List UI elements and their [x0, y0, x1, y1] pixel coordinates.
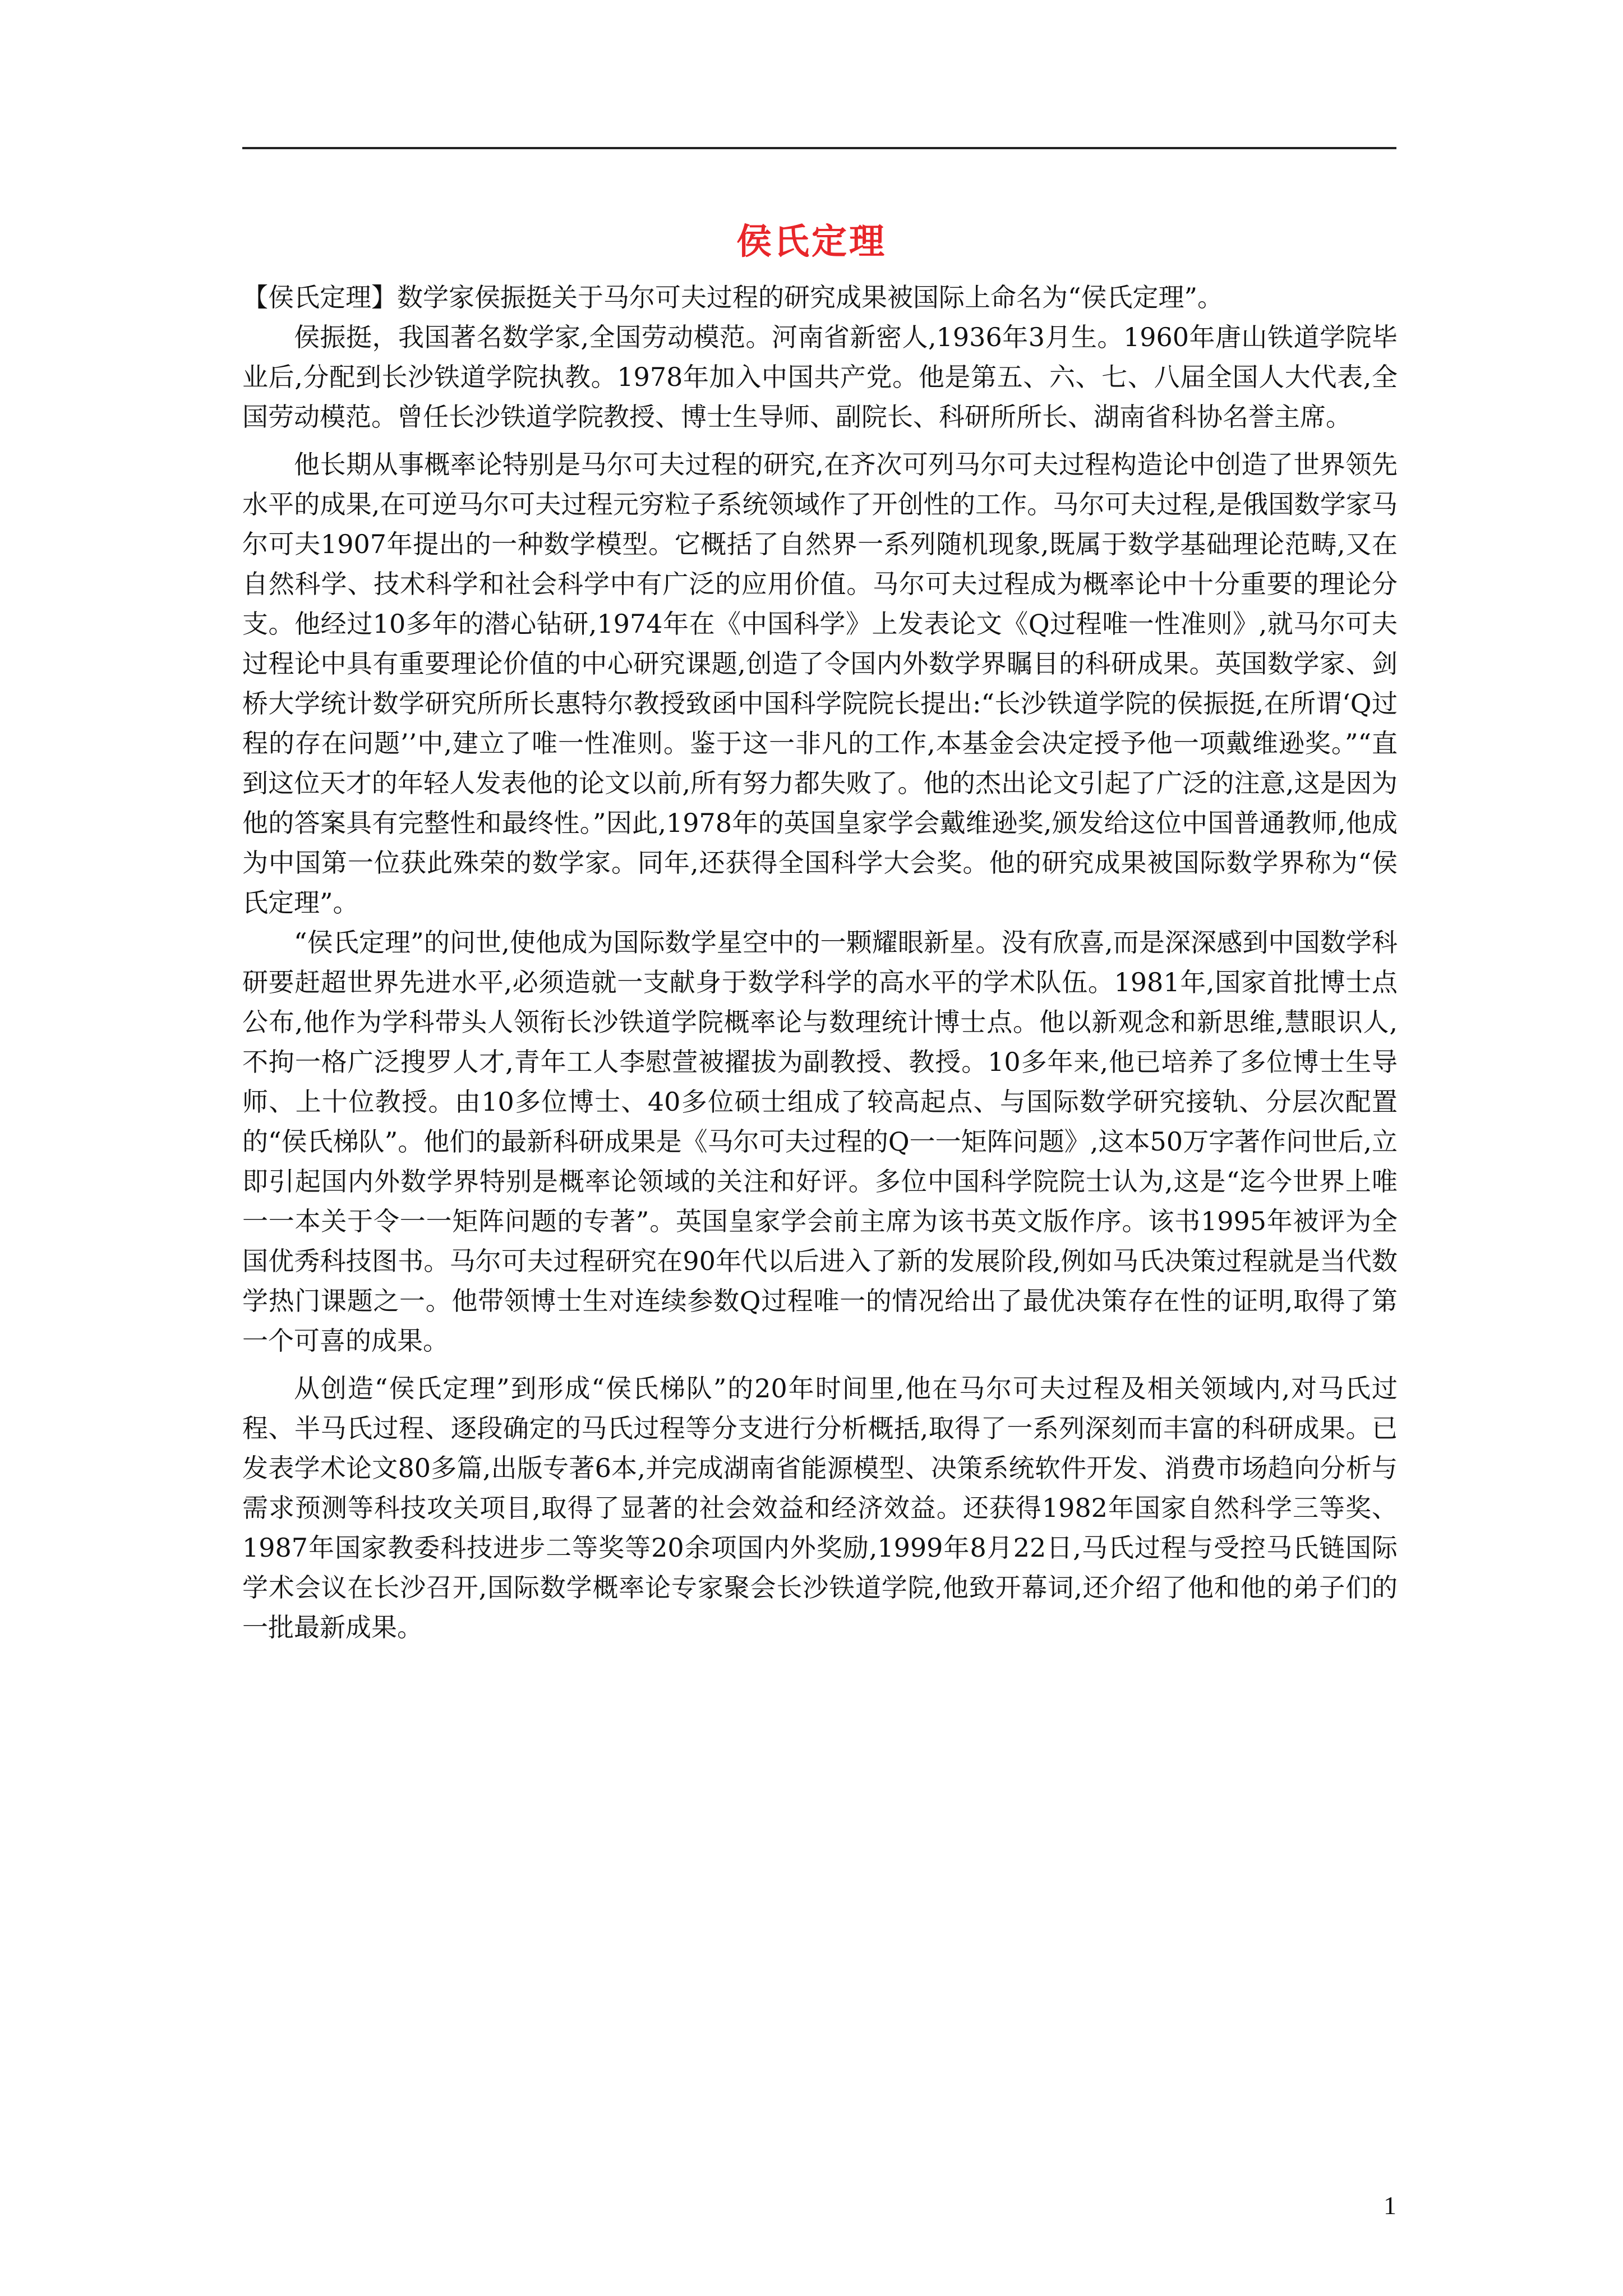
document-title: 侯氏定理 — [736, 221, 887, 262]
paragraph-achievements: 从创造“侯氏定理”到形成“侯氏梯队”的20年时间里,他在马尔可夫过程及相关领域内,对马氏过程、半马氏过程、逐段确定的马氏过程等分支进行分析概括,取得了一系列深刻而丰富的科研成果。已发表学术论文80多篇,出版专著6本,并完成湖南省能源模型、决策系统软件开发、消费市场趋向分析与需求预测等科技攻关项目,取得了显著的社会效益和经济效益。还获得1982年国家自然科学三等奖、1987年国家教委科技进步二等奖等20余项国内外奖励,1999年8月22日,马氏过程与受控马氏链国际学术会议在长沙召开,国际数学概率论专家聚会长沙铁道学院,他致开幕词,还介绍了他和他的弟子们的一批最新成果。 — [242, 1373, 1398, 1642]
paragraph-team: “侯氏定理”的问世,使他成为国际数学星空中的一颗耀眼新星。没有欣喜,而是深深感到中国数学科研要赶超世界先进水平,必须造就一支献身于数学科学的高水平的学术队伍。1981年,国家首批博士点公布,他作为学科带头人领衔长沙铁道学院概率论与数理统计博士点。他以新观念和新思维,慧眼识人,不拘一格广泛搜罗人才,青年工人李慰萱被擢拔为副教授、教授。10多年来,他已培养了多位博士生导师、上十位教授。由10多位博士、40多位硕士组成了较高起点、与国际数学研究接轨、分层次配置的“侯氏梯队”。他们的最新科研成果是《马尔可夫过程的Q一一矩阵问题》,这本50万字著作问世后,立即引起国内外数学界特别是概率论领域的关注和好评。多位中国科学院院士认为,这是“迄今世界上唯一一本关于令一一矩阵问题的专著”。英国皇家学会前主席为该书英文版作序。该书1995年被评为全国优秀科技图书。马尔可夫过程研究在90年代以后进入了新的发展阶段,例如马氏决策过程就是当代数学热门课题之一。他带领博士生对连续参数Q过程唯一的情况给出了最优决策存在性的证明,取得了第一个可喜的成果。 — [242, 927, 1398, 1356]
header-rule — [242, 147, 1396, 149]
paragraph-intro: 【侯氏定理】数学家侯振挺关于马尔可夫过程的研究成果被国际上命名为“侯氏定理”。 — [242, 282, 1224, 312]
paragraph-research: 他长期从事概率论特别是马尔可夫过程的研究,在齐次可列马尔可夫过程构造论中创造了世界领先水平的成果,在可逆马尔可夫过程元穷粒子系统领域作了开创性的工作。马尔可夫过程,是俄国数学家马尔可夫1907年提出的一种数学模型。它概括了自然界一系列随机现象,既属于数学基础理论范畴,又在自然科学、技术科学和社会科学中有广泛的应用价值。马尔可夫过程成为概率论中十分重要的理论分支。他经过10多年的潜心钻研,1974年在《中国科学》上发表论文《Q过程唯一性准则》,就马尔可夫过程论中具有重要理论价值的中心研究课题,创造了令国内外数学界瞩目的科研成果。英国数学家、剑桥大学统计数学研究所所长惠特尔教授致函中国科学院院长提出:“长沙铁道学院的侯振挺,在所谓‘Q过程的存在问题’’中,建立了唯一性准则。鉴于这一非凡的工作,本基金会决定授予他一项戴维逊奖。”“直到这位天才的年轻人发表他的论文以前,所有努力都失败了。他的杰出论文引起了广泛的注意,这是因为他的答案具有完整性和最终性。”因此,1978年的英国皇家学会戴维逊奖,颁发给这位中国普通教师,他成为中国第一位获此殊荣的数学家。同年,还获得全国科学大会奖。他的研究成果被国际数学界称为“侯氏定理”。 — [242, 449, 1398, 918]
page-number: 1 — [1384, 2191, 1396, 2220]
paragraph-biography: 侯振挺，我国著名数学家,全国劳动模范。河南省新密人,1936年3月生。1960年唐山铁道学院毕业后,分配到长沙铁道学院执教。1978年加入中国共产党。他是第五、六、七、八届全国人大代表,全国劳动模范。曾任长沙铁道学院教授、博士生导师、副院长、科研所所长、湖南省科协名誉主席。 — [242, 322, 1398, 432]
document-body — [242, 278, 1398, 1648]
